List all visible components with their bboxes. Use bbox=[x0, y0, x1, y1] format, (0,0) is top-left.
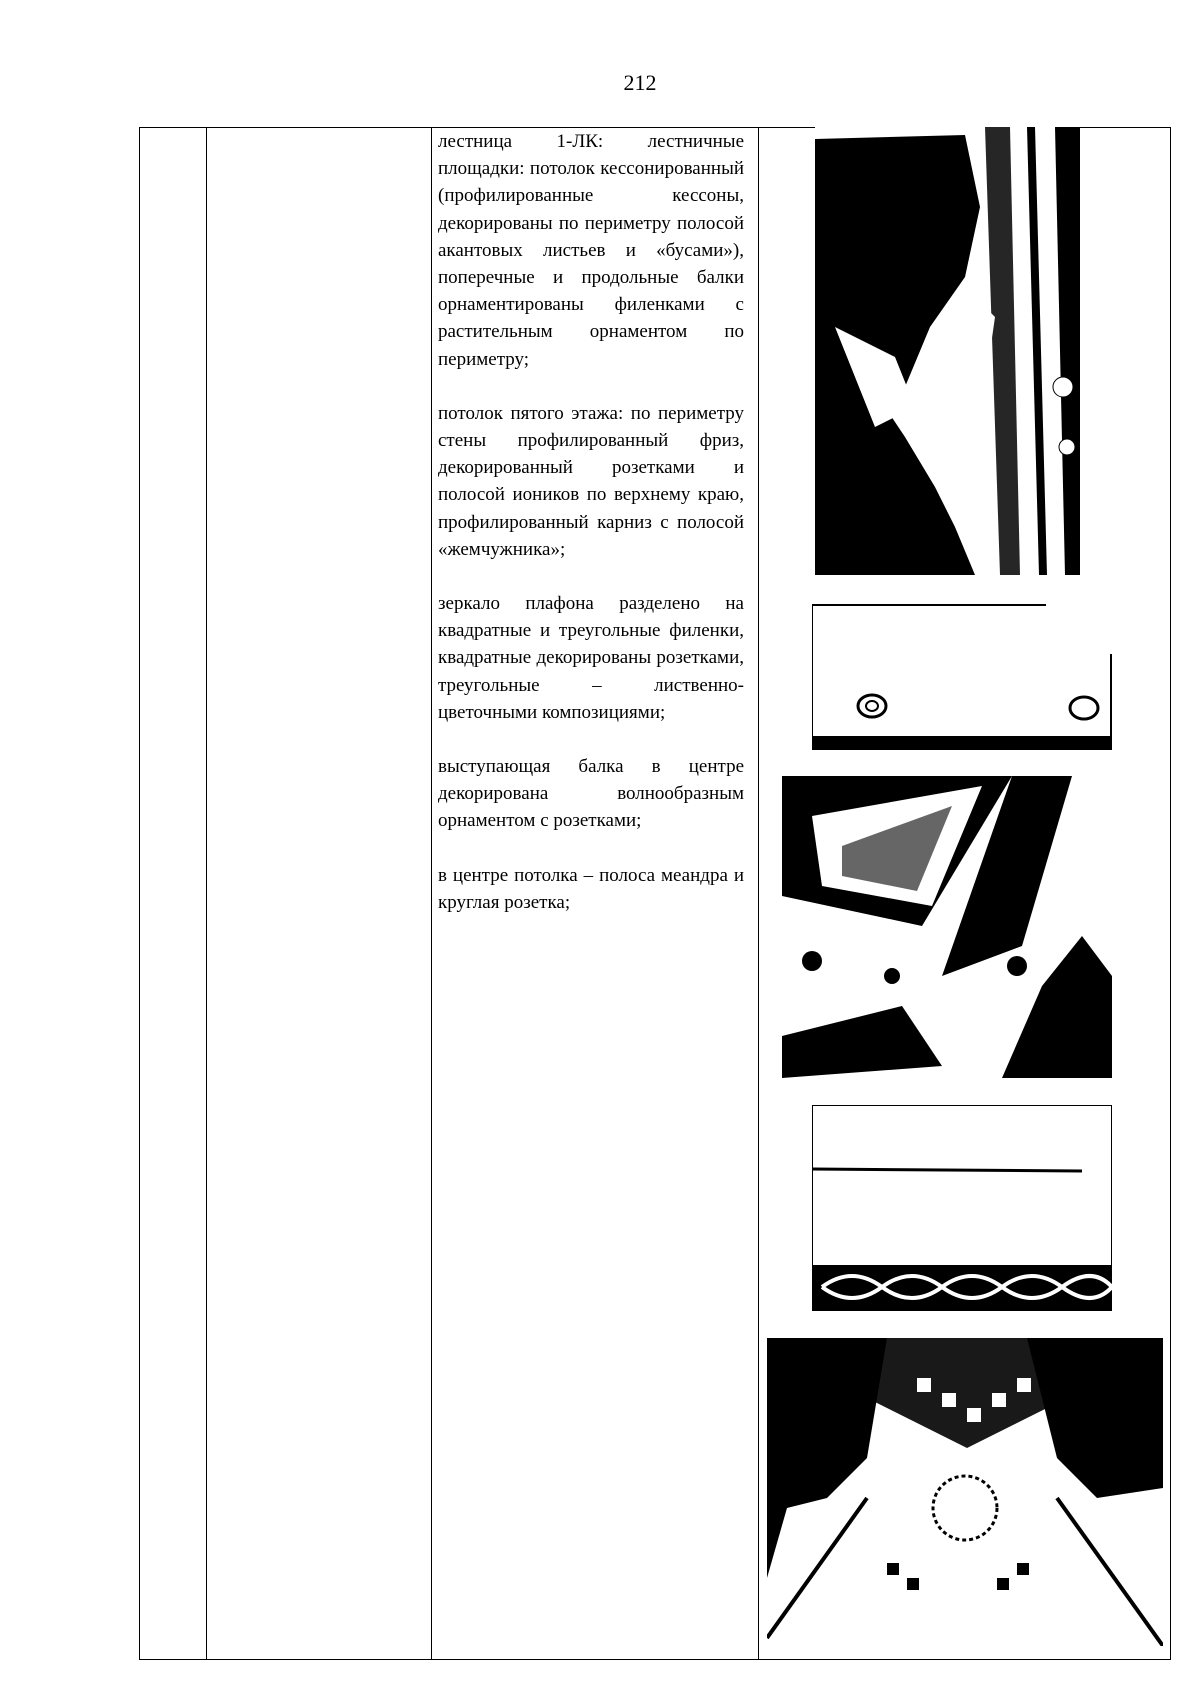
description-paragraph: в центре потолка – полоса меандра и круглая розетка; bbox=[438, 864, 744, 913]
description-paragraph: зеркало плафона разделено на квадратные и треугольные филенки, квадратные декорированы розетками, треугольные – лиственно-цветочными композициями; bbox=[438, 593, 744, 723]
description-paragraph: лестница 1-ЛК: лестничные площадки: потолок кессонированный (профилированные кессоны, декорированы по периметру полосой акантовых листьев и «бусами»), поперечные и продольные балки орнаментированы филенками с растительным орнаментом по периметру; bbox=[438, 131, 744, 370]
photo-frieze bbox=[812, 604, 1112, 750]
page-number: 212 bbox=[623, 70, 657, 95]
description-paragraph: выступающая балка в центре декорирована волнообразным орнаментом с розетками; bbox=[438, 756, 744, 832]
photo-beam-ornament bbox=[812, 1105, 1112, 1311]
photo-ceiling-panels bbox=[782, 776, 1142, 1078]
photo-coffered-ceiling bbox=[815, 127, 1080, 575]
column-divider bbox=[758, 128, 759, 1659]
description-paragraph: потолок пятого этажа: по периметру стены профилированный фриз, декорированный розетками и полосой иоников по верхнему краю, профилированный карниз с полосой «жемчужника»; bbox=[438, 402, 744, 560]
description-cell bbox=[438, 128, 744, 943]
column-divider bbox=[206, 128, 207, 1659]
column-divider bbox=[431, 128, 432, 1659]
photo-ceiling-center bbox=[767, 1338, 1163, 1646]
